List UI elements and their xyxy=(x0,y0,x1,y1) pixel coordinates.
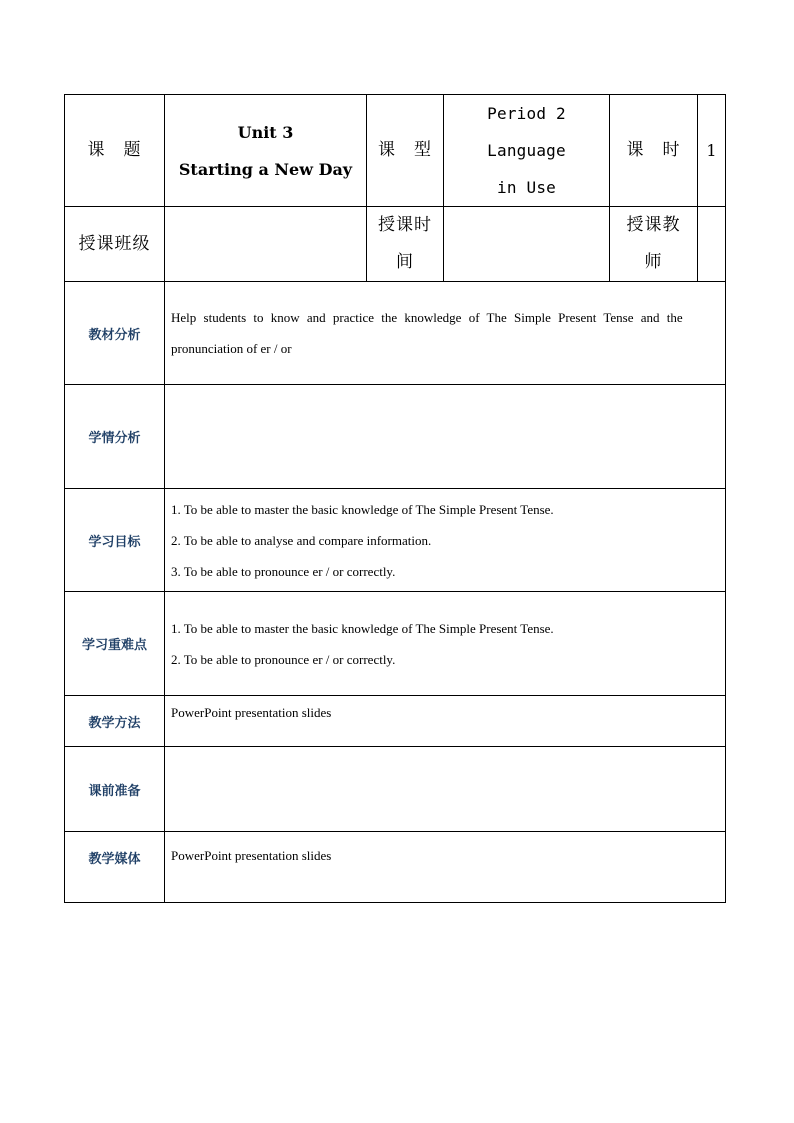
hours-label: 课 时 xyxy=(610,95,698,207)
learner-content xyxy=(165,385,726,489)
key-points-label: 学习重难点 xyxy=(65,592,165,696)
type-label: 课 型 xyxy=(367,95,444,207)
teacher-value xyxy=(698,207,726,282)
media-text: PowerPoint presentation slides xyxy=(171,848,332,863)
key-point-item: 1. To be able to master the basic knowledge of The Simple Present Tense. xyxy=(171,620,554,636)
lesson-plan-table xyxy=(64,94,726,903)
material-label: 教材分析 xyxy=(65,282,165,385)
material-line-2: pronunciation of er / or xyxy=(171,341,292,356)
objective-item: 3. To be able to pronounce er / or correctly. xyxy=(171,563,396,579)
type-line-1: Period 2 Language xyxy=(487,104,566,160)
topic-unit: Unit 3 xyxy=(237,122,294,142)
type-value xyxy=(444,95,610,207)
topic-label: 课 题 xyxy=(65,95,165,207)
time-label-line-2: 间 xyxy=(396,252,414,272)
method-text: PowerPoint presentation slides xyxy=(171,705,332,720)
teacher-label-line-2: 师 xyxy=(644,252,663,272)
topic-value xyxy=(165,95,367,207)
time-label-line-1: 授课时 xyxy=(378,215,432,235)
key-point-item: 2. To be able to pronounce er / or correctly. xyxy=(171,651,396,667)
media-label: 教学媒体 xyxy=(65,832,165,903)
objective-item: 2. To be able to analyse and compare information. xyxy=(171,532,432,548)
media-content xyxy=(165,832,726,903)
teacher-label-line-1: 授课教 xyxy=(626,215,681,235)
teacher-label xyxy=(610,207,698,282)
row-material-analysis xyxy=(65,282,726,385)
objective-item: 1. To be able to master the basic knowledge of The Simple Present Tense. xyxy=(171,501,554,517)
material-content xyxy=(165,282,726,385)
key-points-content xyxy=(165,592,726,696)
row-method xyxy=(65,696,726,747)
row-preparation xyxy=(65,747,726,832)
preparation-content xyxy=(165,747,726,832)
method-label: 教学方法 xyxy=(65,696,165,747)
row-key-points xyxy=(65,592,726,696)
learner-label: 学情分析 xyxy=(65,385,165,489)
type-line-2: in Use xyxy=(497,178,556,197)
time-value xyxy=(444,207,610,282)
preparation-label: 课前准备 xyxy=(65,747,165,832)
method-content xyxy=(165,696,726,747)
material-line-1: Help students to know and practice the knowledge of The Simple Present Tense and the xyxy=(171,310,683,325)
hours-value: 1 xyxy=(698,95,726,207)
objectives-content xyxy=(165,489,726,592)
objectives-label: 学习目标 xyxy=(65,489,165,592)
class-value xyxy=(165,207,367,282)
topic-title: Starting a New Day xyxy=(178,159,353,179)
time-label xyxy=(367,207,444,282)
row-objectives xyxy=(65,489,726,592)
header-row-class xyxy=(65,207,726,282)
header-row-topic xyxy=(65,95,726,207)
row-media xyxy=(65,832,726,903)
row-learner-analysis xyxy=(65,385,726,489)
class-label: 授课班级 xyxy=(65,207,165,282)
